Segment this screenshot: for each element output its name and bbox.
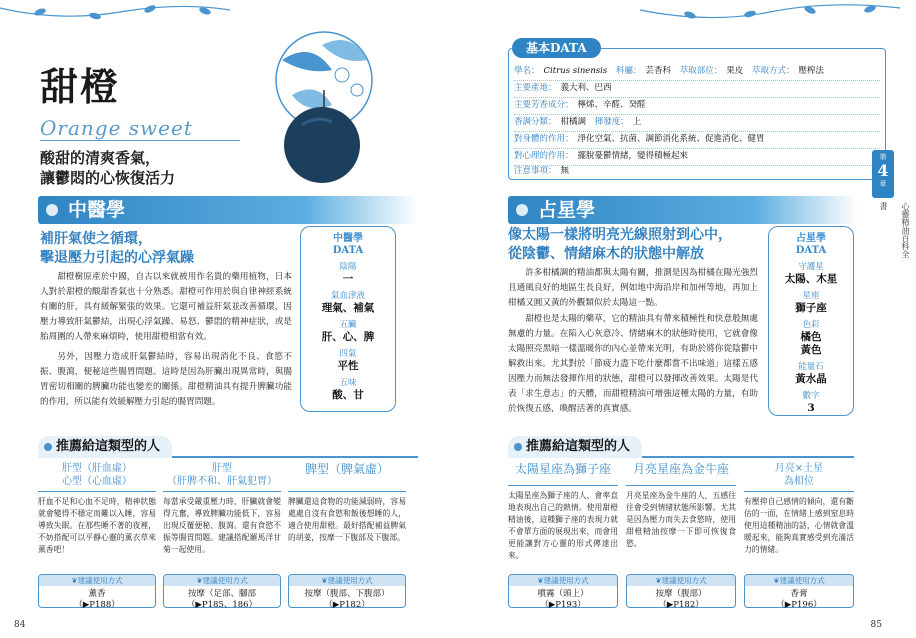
chapter-prefix: 第 bbox=[879, 153, 887, 161]
astro-data-value: 橘色 bbox=[800, 331, 822, 343]
tcm-data-box bbox=[300, 226, 396, 412]
chapter-badge bbox=[872, 150, 894, 198]
usage-box bbox=[288, 574, 406, 608]
tcm-data-value: 酸、甘 bbox=[332, 389, 364, 401]
basic-value: 果皮 bbox=[726, 66, 744, 76]
type-column bbox=[288, 462, 406, 544]
astro-data-label: 守護星 bbox=[798, 262, 824, 272]
left-page bbox=[0, 0, 450, 638]
usage-method bbox=[509, 589, 617, 611]
english-title: Orange sweet bbox=[40, 116, 193, 140]
basic-value: 義大利、巴西 bbox=[560, 83, 612, 93]
section-banner-astrology: 占星學 bbox=[508, 196, 858, 224]
column-text: 肝血不足和心血不足時，精神狀態就會變得不穩定而難以入睡，容易導致失眠。在那些睡不著的夜裡，不妨搭配可以平靜心靈的薰衣草來薰香吧！ bbox=[38, 497, 156, 554]
astro-subhead-line-1: 像太陽一樣將明亮光線照射到心中， bbox=[508, 227, 732, 243]
basic-label: 萃取方式： bbox=[751, 66, 795, 76]
basic-label: 主要產地： bbox=[514, 83, 557, 93]
usage-page-link[interactable]: （▶P193） bbox=[540, 600, 586, 610]
usage-page-link[interactable]: （▶P196） bbox=[776, 600, 822, 610]
usage-page-link[interactable]: （▶P182） bbox=[658, 600, 704, 610]
astro-data-label: 能量石 bbox=[798, 362, 824, 372]
column-title: 脾型（脾氣虛） bbox=[304, 462, 389, 476]
basic-data-row bbox=[514, 98, 880, 115]
page-number: 85 bbox=[870, 620, 882, 630]
basic-value: 芸香科 bbox=[645, 66, 671, 76]
astro-data-value: 黃色 bbox=[800, 344, 822, 356]
astro-paragraph-1: 許多柑橘調的精油都與太陽有關，推測是因為柑橘在陽光強烈且通風良好的地區生長良好，例如地中海沿岸和加州等地，再加上柑橘又圓又黃的外觀類似於太陽這一點。 bbox=[508, 268, 758, 308]
column-text: 每當承受嚴重壓力時，肝臟就會變得亢奮，導致脾臟功能低下，容易出現反覆便秘、腹瀉。還有食慾不振等腸胃問題。建議搭配羅馬洋甘菊一起使用。 bbox=[163, 497, 281, 554]
type-column bbox=[744, 462, 854, 556]
usage-title: ❦建議使用方式 bbox=[289, 575, 405, 586]
page-title: 甜橙 bbox=[40, 64, 121, 109]
usage-value: 按摩（腹部、下腹部） bbox=[304, 589, 390, 599]
astro-data-label: 星座 bbox=[802, 291, 820, 301]
basic-label: 注意事項： bbox=[514, 166, 557, 176]
tcm-data-value: 肝、心、脾 bbox=[321, 331, 375, 343]
column-text: 太陽星座為獅子座的人，會率直地表現出自己的熱情。使用甜橙精油後，這種獅子座的表現力就不會單方面的展現出來，而會用更能讓對方心靈的形式傳達出來。 bbox=[508, 491, 618, 560]
recommend-title: 推薦給這類型的人 bbox=[38, 436, 172, 458]
tcm-data-head: 中醫學 bbox=[333, 233, 363, 244]
tcm-paragraph-2: 另外，因壓力造成肝氣鬱結時，容易出現消化不良、食慾不振、腹瀉，便秘這些腸胃問題。這時是因為肝臟出現異常時，與腸胃密切相關的脾臟功能也變差的關係。甜橙精油具有提升脾臟功能的作用，所以能有效緩解壓力引起的腸胃問題。 bbox=[40, 352, 292, 407]
column-title: 太陽星座為獅子座 bbox=[514, 462, 611, 476]
column-text: 月亮星座為金牛座的人，五感往往會受到情緒狀態所影響。尤其是因為壓力而失去食慾時，使用甜橙精油按摩一下即可恢復食慾。 bbox=[626, 491, 736, 548]
astro-subhead-line-2: 從陰鬱、情緒麻木的狀態中解放 bbox=[508, 246, 704, 262]
type-column bbox=[626, 462, 736, 550]
usage-title: ❦建議使用方式 bbox=[39, 575, 155, 586]
column-title: 月亮星座為金牛座 bbox=[632, 462, 729, 476]
usage-value: 噴霧（頭上） bbox=[537, 589, 589, 599]
section-banner-tcm: 中醫學 bbox=[38, 196, 418, 224]
column-title-sub: 為相位 bbox=[784, 476, 814, 487]
column-title: 肝型（肝血虛） bbox=[62, 463, 132, 474]
usage-method bbox=[745, 589, 853, 611]
basic-label: 對身體的作用： bbox=[514, 134, 574, 144]
column-divider bbox=[288, 491, 406, 492]
astro-data-box bbox=[768, 226, 854, 416]
astro-data-value: 黃水晶 bbox=[795, 373, 827, 385]
orange-illustration-icon bbox=[262, 20, 382, 190]
basic-value: 擺脫憂鬱情緒，變得積極起來 bbox=[577, 151, 689, 161]
astro-data-value: 3 bbox=[807, 402, 815, 414]
basic-label: 對心理的作用： bbox=[514, 151, 574, 161]
usage-value: 薰香 bbox=[88, 589, 106, 599]
tcm-data-value: 理氣、補氣 bbox=[321, 302, 375, 314]
usage-box bbox=[744, 574, 854, 608]
tcm-subhead-line-1: 補肝氣使之循環， bbox=[40, 231, 152, 247]
tcm-data-label: 四氣 bbox=[339, 349, 357, 359]
tcm-data-value: 一 bbox=[342, 273, 354, 285]
astro-paragraph-2: 甜橙也是太陽的藥草，它的精油具有帶來積極性和快意般無處無慮的力量。在陷入心灰意冷、情緒麻木的狀態時使用，它就會像太陽照亮黑暗一樣溫暖你的內心並帶來光明，有助於將你從陰鬱中解救出來。尤其對於「節疲力盡下吃什麼都嘗不出味道」這樣五感因壓力而無法發揮作用的狀態，甜橙可以發揮改善效果。太陽是代表「求生意志」的天體，而甜橙精油可增強這種太陽的力量，有助於恢復五感，喚醒活著的真實感。 bbox=[508, 314, 758, 414]
usage-box bbox=[163, 574, 281, 608]
basic-label: 科屬： bbox=[615, 66, 642, 76]
usage-value: 香膏 bbox=[790, 589, 808, 599]
astro-data-label: 色彩 bbox=[802, 320, 820, 330]
usage-value: 按摩（腹部） bbox=[655, 589, 707, 599]
astro-subhead bbox=[508, 226, 778, 264]
chapter-tab bbox=[872, 150, 910, 260]
usage-box bbox=[508, 574, 618, 608]
basic-label: 學名： bbox=[514, 66, 540, 76]
basic-data-title: 基本DATA bbox=[512, 38, 601, 58]
tcm-data-label: 陰陽 bbox=[339, 262, 357, 272]
astro-data-head: 占星學 bbox=[796, 233, 826, 244]
basic-label: 萃取部位： bbox=[679, 66, 723, 76]
usage-method bbox=[627, 589, 735, 611]
basic-data-row bbox=[514, 115, 880, 132]
usage-title: ❦建議使用方式 bbox=[164, 575, 280, 586]
basic-data-row bbox=[514, 64, 880, 81]
astro-data-value: 獅子座 bbox=[795, 302, 827, 314]
chapter-suffix: 章 bbox=[879, 180, 887, 188]
basic-value: 檸烯、辛醛、癸醛 bbox=[577, 100, 646, 110]
tcm-paragraph-1: 甜橙樹原產於中國，自古以來就被用作名貴的藥用植物，日本人對於甜橙的酸甜香氣也十分熟悉。甜橙可作用於與自律神經系統有關的肝，具有緩解緊張的效果。它還可補益肝氣並改善循環，因壓力導致肝氣鬱結，出現心浮氣躁、易怒、鬱悶的精神症狀，或是胎周圍的人帶來麻煩時，使用甜橙相當有效。 bbox=[40, 272, 292, 342]
column-title-sub: （肝脾不和、肝氣犯胃） bbox=[167, 476, 277, 487]
tcm-data-value: 平性 bbox=[337, 360, 359, 372]
type-column bbox=[163, 462, 281, 556]
column-title: 肝型 bbox=[212, 463, 232, 474]
usage-box bbox=[626, 574, 736, 608]
column-text: 有壓抑自己感情的傾向，還有斷估的一面，在情緒上感到窒息時使用這種精油的話，心情就會溫暖起來，能夠真實感受到充滿活力的情緒。 bbox=[744, 497, 854, 554]
column-title: 月亮×土星 bbox=[774, 463, 824, 474]
chapter-number: 4 bbox=[877, 161, 889, 180]
basic-label: 主要芳香成分： bbox=[514, 100, 574, 110]
usage-title: ❦建議使用方式 bbox=[627, 575, 735, 586]
basic-label: 香調分類： bbox=[514, 117, 557, 127]
column-divider bbox=[163, 491, 281, 492]
usage-page-link[interactable]: （▶P185、186） bbox=[186, 600, 258, 610]
basic-value: 上 bbox=[632, 117, 642, 127]
basic-data-row bbox=[514, 164, 880, 181]
column-text: 脾臟還這食物的功能減弱時，容易處處自沒有食慾和飯後想睡的人，適合使用甜橙。最好搭配補益脾氣的胡荽，按摩一下腹部及下腹部。 bbox=[288, 497, 406, 542]
usage-method bbox=[289, 589, 405, 611]
column-divider bbox=[626, 485, 736, 486]
basic-data-row bbox=[514, 81, 880, 98]
basic-data-row bbox=[514, 132, 880, 149]
vine-ornament-icon bbox=[640, 0, 900, 30]
recommend-title: 推薦給這類型的人 bbox=[508, 436, 642, 458]
usage-method bbox=[39, 589, 155, 611]
book-title-vertical: 心靈精油百科全書 bbox=[879, 202, 910, 258]
tagline-line-2: 讓鬱悶的心恢復活力 bbox=[40, 169, 176, 187]
basic-value: 壓榨法 bbox=[798, 66, 824, 76]
tcm-data-label: 氣血津液 bbox=[330, 291, 365, 301]
tagline bbox=[40, 148, 175, 188]
page-number: 84 bbox=[14, 620, 26, 630]
title-underline bbox=[40, 140, 240, 141]
recommend-header bbox=[508, 436, 854, 458]
column-title-sub: 心型（心血虛） bbox=[62, 476, 132, 487]
usage-box bbox=[38, 574, 156, 608]
vine-ornament-icon bbox=[0, 0, 230, 30]
usage-page-link[interactable]: （▶P182） bbox=[324, 600, 370, 610]
tcm-subhead-line-2: 擊退壓力引起的心浮氣躁 bbox=[40, 250, 194, 266]
tcm-data-label: 五臟 bbox=[339, 320, 357, 330]
column-divider bbox=[744, 491, 854, 492]
basic-value: 淨化空氣、抗菌、調節消化系統、促進消化、健胃 bbox=[577, 134, 765, 144]
column-divider bbox=[38, 491, 156, 492]
usage-value: 按摩（足部、腳部 bbox=[187, 589, 256, 599]
tcm-data-label: 五味 bbox=[339, 378, 357, 388]
usage-title: ❦建議使用方式 bbox=[509, 575, 617, 586]
right-page bbox=[450, 0, 910, 638]
tcm-subhead bbox=[40, 230, 300, 268]
usage-title: ❦建議使用方式 bbox=[745, 575, 853, 586]
astro-data-label: 數字 bbox=[802, 391, 820, 401]
recommend-header bbox=[38, 436, 418, 458]
astro-data-head-sub: DATA bbox=[795, 245, 827, 256]
usage-method bbox=[164, 589, 280, 611]
basic-value: Citrus sinensis bbox=[543, 66, 608, 76]
basic-label: 揮發度： bbox=[594, 117, 629, 127]
type-column bbox=[38, 462, 156, 556]
tcm-data-head-sub: DATA bbox=[332, 245, 364, 256]
astro-data-value: 太陽、木星 bbox=[784, 273, 838, 285]
usage-page-link[interactable]: （▶P188） bbox=[74, 600, 120, 610]
tagline-line-1: 酸甜的清爽香氣， bbox=[40, 149, 161, 167]
type-column bbox=[508, 462, 618, 562]
basic-value: 柑橘調 bbox=[560, 117, 587, 127]
basic-value: 無 bbox=[560, 166, 570, 176]
column-divider bbox=[508, 485, 618, 486]
